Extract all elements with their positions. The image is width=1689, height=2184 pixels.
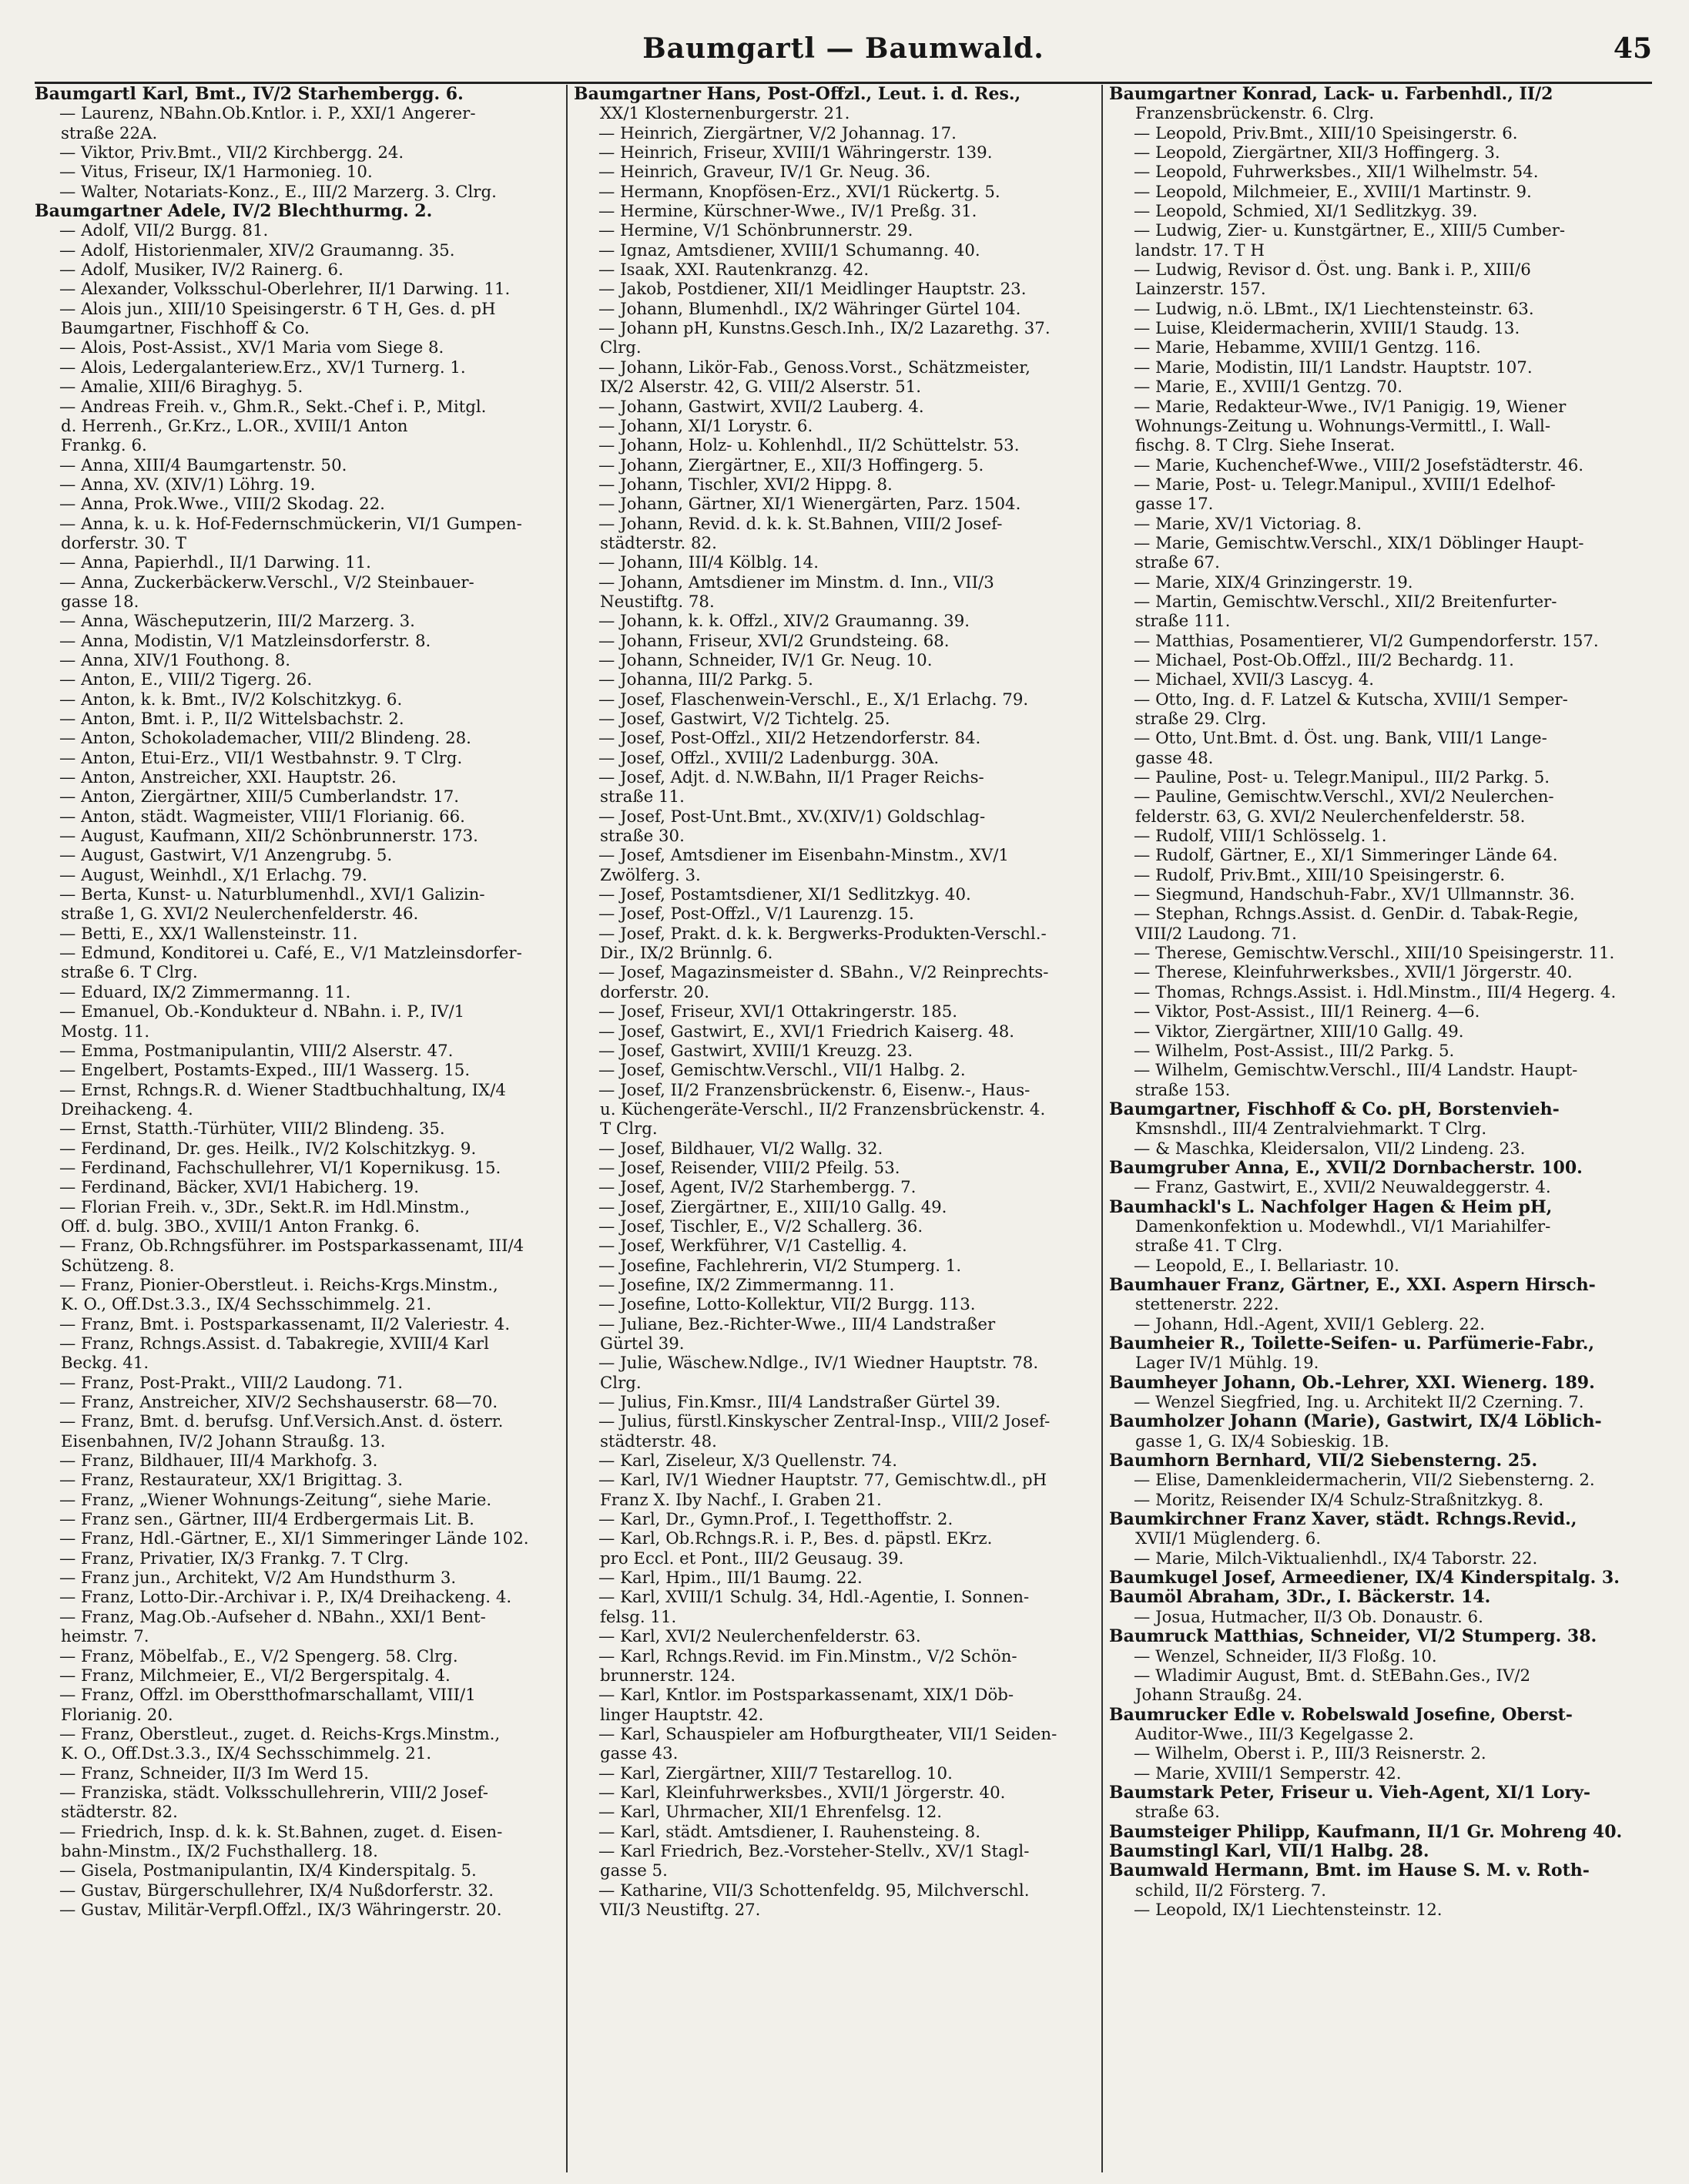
directory-entry: straße 1, G. XVI/2 Neulerchenfelderstr. 46. (61, 904, 419, 924)
surname-entry: Baumöl Abraham, 3Dr., I. Bäckerstr. 14. (1109, 1588, 1491, 1608)
directory-entry: — Otto, Unt.Bmt. d. Öst. ung. Bank, VIII/1 Lange- (1134, 729, 1547, 749)
directory-entry: — Franz, Mag.Ob.-Aufseher d. NBahn., XXI/1 Bent- (59, 1607, 486, 1627)
directory-entry: — Leopold, Ziergärtner, XII/3 Hoffingerg. 3. (1134, 143, 1500, 163)
directory-entry: Clrg. (600, 338, 642, 358)
directory-entry: — Josef, Offzl., XVIII/2 Ladenburgg. 30A. (598, 748, 940, 768)
directory-entry: — Anna, XIV/1 Fouthong. 8. (59, 650, 291, 670)
column-1 (35, 85, 574, 2172)
directory-entry: — Johann, Tischler, XVI/2 Hippg. 8. (598, 475, 893, 495)
directory-entry: — Josef, Post-Unt.Bmt., XV.(XIV/1) Goldschlag- (598, 807, 986, 827)
directory-entry: — Therese, Gemischtw.Verschl., XIII/10 Speisingerstr. 11. (1134, 944, 1615, 964)
directory-entry: — Rudolf, Gärtner, E., XI/1 Simmeringer Lände 64. (1134, 846, 1558, 866)
directory-entry: — Isaak, XXI. Rautenkranzg. 42. (598, 260, 870, 280)
directory-entry: — Ludwig, Revisor d. Öst. ung. Bank i. P., XIII/6 (1134, 260, 1531, 280)
directory-entry: Dreihackeng. 4. (61, 1099, 193, 1119)
directory-entry: — Anna, XV. (XIV/1) Löhrg. 19. (59, 475, 316, 495)
directory-entry: straße 6. T Clrg. (61, 963, 198, 983)
directory-entry: Beckg. 41. (61, 1354, 149, 1374)
directory-entry: — August, Gastwirt, V/1 Anzengrubg. 5. (59, 846, 393, 866)
directory-entry: — Josefine, IX/2 Zimmermanng. 11. (598, 1275, 895, 1295)
surname-entry: Baumholzer Johann (Marie), Gastwirt, IX/4 Löblich- (1109, 1412, 1602, 1432)
directory-entry: — Josef, Gemischtw.Verschl., VII/1 Halbg. 2. (598, 1061, 966, 1081)
directory-entry: VII/3 Neustiftg. 27. (600, 1900, 761, 1920)
directory-entry: straße 41. T Clrg. (1135, 1236, 1283, 1256)
directory-entry: — Engelbert, Postamts-Exped., III/1 Wasserg. 15. (59, 1061, 471, 1081)
directory-entry: — Pauline, Gemischtw.Verschl., XVI/2 Neulerchen- (1134, 787, 1554, 807)
directory-entry: — Franz, Privatier, IX/3 Frankg. 7. T Clrg. (59, 1548, 409, 1568)
directory-entry: — Eduard, IX/2 Zimmermanng. 11. (59, 982, 351, 1002)
column-3 (1101, 85, 1656, 2172)
directory-entry: — Gustav, Militär-Verpfl.Offzl., IX/3 Währingerstr. 20. (59, 1900, 502, 1920)
directory-entry: linger Hauptstr. 42. (600, 1705, 764, 1725)
directory-entry: — Karl, Schauspieler am Hofburgtheater, VII/1 Seiden- (598, 1724, 1057, 1744)
directory-entry: — Franz, Möbelfab., E., V/2 Spengerg. 58. Clrg. (59, 1646, 458, 1666)
column-2 (566, 85, 1105, 2172)
surname-entry: Baumkugel Josef, Armeediener, IX/4 Kinderspitalg. 3. (1109, 1568, 1620, 1589)
directory-entry: Franz X. Iby Nachf., I. Graben 21. (600, 1490, 882, 1510)
directory-entry: — Marie, E., XVIII/1 Gentzg. 70. (1134, 377, 1402, 398)
directory-entry: — Karl, Hpim., III/1 Baumg. 22. (598, 1568, 863, 1589)
surname-entry: Baumrucker Edle v. Robelswald Josefine, Oberst- (1109, 1705, 1573, 1725)
directory-entry: — Thomas, Rchngs.Assist. i. Hdl.Minstm., III/4 Hegerg. 4. (1134, 982, 1617, 1002)
directory-entry: Zwölferg. 3. (600, 865, 701, 885)
directory-entry: — Heinrich, Ziergärtner, V/2 Johannag. 17. (598, 123, 957, 143)
directory-entry: — Berta, Kunst- u. Naturblumenhdl., XVI/1 Galizin- (59, 885, 485, 905)
directory-entry: — Amalie, XIII/6 Biraghyg. 5. (59, 377, 303, 398)
directory-entry: — Anton, k. k. Bmt., IV/2 Kolschitzkyg. 6. (59, 689, 403, 710)
directory-entry: — Wilhelm, Gemischtw.Verschl., III/4 Landstr. Haupt- (1134, 1061, 1578, 1081)
directory-entry: — & Maschka, Kleidersalon, VII/2 Lindeng. 23. (1134, 1139, 1526, 1159)
directory-entry: — Anna, Zuckerbäckerw.Verschl., V/2 Steinbauer- (59, 572, 474, 592)
directory-entry: städterstr. 82. (600, 533, 717, 553)
directory-entry: — Johann, Likör-Fab., Genoss.Vorst., Schätzmeister, (598, 357, 1030, 377)
directory-entry: — Walter, Notariats-Konz., E., III/2 Marzerg. 3. Clrg. (59, 182, 497, 202)
directory-entry: — Viktor, Post-Assist., III/1 Reinerg. 4—6. (1134, 1002, 1480, 1022)
directory-entry: Mostg. 11. (61, 1022, 150, 1042)
directory-entry: — Betti, E., XX/1 Wallensteinstr. 11. (59, 924, 358, 944)
directory-entry: — Johann, XI/1 Lorystr. 6. (598, 416, 813, 436)
directory-entry: — Ludwig, n.ö. LBmt., IX/1 Liechtensteinstr. 63. (1134, 299, 1534, 319)
directory-entry: — Josef, Gastwirt, V/2 Tichtelg. 25. (598, 710, 890, 729)
directory-entry: — Franz, Anstreicher, XIV/2 Sechshauserstr. 68—70. (59, 1393, 498, 1413)
directory-entry: gasse 17. (1135, 495, 1214, 515)
directory-entry: — Wilhelm, Post-Assist., III/2 Parkg. 5. (1134, 1041, 1455, 1061)
surname-entry: Baumhauer Franz, Gärtner, E., XXI. Aspern Hirsch- (1109, 1275, 1596, 1295)
directory-entry: — Anna, Papierhdl., II/1 Darwing. 11. (59, 553, 371, 573)
surname-entry: Baumhackl's L. Nachfolger Hagen & Heim pH, (1109, 1197, 1553, 1217)
directory-entry: — Karl, Kntlor. im Postsparkassenamt, XIX/1 Döb- (598, 1686, 1014, 1706)
directory-entry: — Josef, Reisender, VIII/2 Pfeilg. 53. (598, 1158, 900, 1178)
directory-entry: — Anton, Anstreicher, XXI. Hauptstr. 26. (59, 768, 397, 788)
directory-entry: — Josef, Prakt. d. k. k. Bergwerks-Produkten-Verschl.- (598, 924, 1047, 944)
directory-entry: — Moritz, Reisender IX/4 Schulz-Straßnitzkyg. 8. (1134, 1490, 1544, 1510)
directory-entry: — Johann, Blumenhdl., IX/2 Währinger Gürtel 104. (598, 299, 1021, 319)
surname-entry: Baumgartner Adele, IV/2 Blechthurmg. 2. (35, 202, 433, 222)
directory-entry: städterstr. 48. (600, 1431, 717, 1451)
directory-entry: — Michael, XVII/3 Lascyg. 4. (1134, 670, 1375, 690)
directory-entry: — Marie, Gemischtw.Verschl., XIX/1 Döblinger Haupt- (1134, 533, 1584, 553)
directory-entry: Neustiftg. 78. (600, 592, 715, 612)
directory-entry: gasse 43. (600, 1744, 679, 1764)
directory-entry: gasse 18. (61, 592, 139, 612)
directory-entry: — Josef, Agent, IV/2 Starhembergg. 7. (598, 1178, 917, 1198)
directory-entry: — Florian Freih. v., 3Dr., Sekt.R. im Hdl.Minstm., (59, 1197, 470, 1217)
directory-entry: brunnerstr. 124. (600, 1666, 736, 1686)
directory-entry: — Josef, Flaschenwein-Verschl., E., X/1 Erlachg. 79. (598, 689, 1029, 710)
directory-entry: T Clrg. (600, 1119, 658, 1139)
directory-entry: — Ernst, Statth.-Türhüter, VIII/2 Blindeng. 35. (59, 1119, 445, 1139)
directory-entry: — Johann, Gastwirt, XVII/2 Lauberg. 4. (598, 397, 924, 417)
directory-entry: — Anna, k. u. k. Hof-Federnschmückerin, VI/1 Gumpen- (59, 514, 522, 534)
directory-entry: — August, Kaufmann, XII/2 Schönbrunnerstr. 173. (59, 827, 478, 847)
directory-entry: — Adolf, Musiker, IV/2 Rainerg. 6. (59, 260, 343, 280)
directory-entry: — Anton, Bmt. i. P., II/2 Wittelsbachstr. 2. (59, 710, 404, 729)
directory-entry: — Edmund, Konditorei u. Café, E., V/1 Matzleinsdorfer- (59, 944, 522, 964)
directory-entry: — Hermann, Knopfösen-Erz., XVI/1 Rückertg. 5. (598, 182, 1000, 202)
directory-entry: Frankg. 6. (61, 436, 147, 456)
directory-entry: — Franz, Hdl.-Gärtner, E., XI/1 Simmeringer Lände 102. (59, 1529, 529, 1549)
directory-entry: — Wladimir August, Bmt. d. StEBahn.Ges., IV/2 (1134, 1666, 1531, 1686)
directory-entry: — Josef, Gastwirt, XVIII/1 Kreuzg. 23. (598, 1041, 913, 1061)
directory-entry: — Marie, Post- u. Telegr.Manipul., XVIII/1 Edelhof- (1134, 475, 1556, 495)
directory-entry: — Alexander, Volksschul-Oberlehrer, II/1 Darwing. 11. (59, 280, 511, 300)
directory-entry: — Wenzel Siegfried, Ing. u. Architekt II/2 Czerning. 7. (1134, 1393, 1584, 1413)
directory-entry: — Johann, Schneider, IV/1 Gr. Neug. 10. (598, 650, 933, 670)
directory-entry: XX/1 Klosternenburgerstr. 21. (600, 104, 850, 124)
surname-entry: Baumheier R., Toilette-Seifen- u. Parfümerie-Fabr., (1109, 1334, 1595, 1354)
directory-entry: schild, II/2 Försterg. 7. (1135, 1880, 1327, 1901)
directory-entry: — Josef, Post-Offzl., XII/2 Hetzendorferstr. 84. (598, 729, 981, 749)
surname-entry: Baumheyer Johann, Ob.-Lehrer, XXI. Wienerg. 189. (1109, 1373, 1595, 1393)
directory-entry: — Otto, Ing. d. F. Latzel & Kutscha, XVIII/1 Semper- (1134, 689, 1568, 710)
directory-entry: — Franz, Ob.Rchngsführer. im Postsparkassenamt, III/4 (59, 1236, 524, 1256)
directory-entry: — Vitus, Friseur, IX/1 Harmonieg. 10. (59, 163, 373, 183)
directory-entry: — Rudolf, Priv.Bmt., XIII/10 Speisingerstr. 6. (1134, 865, 1506, 885)
directory-entry: — Ferdinand, Dr. ges. Heilk., IV/2 Kolschitzkyg. 9. (59, 1139, 477, 1159)
directory-entry: — Franz, Bmt. d. berufsg. Unf.Versich.Anst. d. österr. (59, 1412, 504, 1432)
directory-entry: — Alois, Post-Assist., XV/1 Maria vom Siege 8. (59, 338, 444, 358)
directory-entry: — Elise, Damenkleidermacherin, VII/2 Siebensterng. 2. (1134, 1471, 1595, 1491)
directory-entry: — Hermine, Kürschner-Wwe., IV/1 Preßg. 31. (598, 202, 977, 222)
directory-entry: — Anton, Ziergärtner, XIII/5 Cumberlandstr. 17. (59, 787, 460, 807)
directory-entry: — Josef, Amtsdiener im Eisenbahn-Minstm., XV/1 (598, 846, 1009, 866)
directory-entry: Gürtel 39. (600, 1334, 685, 1354)
directory-entry: — Adolf, VII/2 Burgg. 81. (59, 221, 269, 241)
directory-entry: felderstr. 63, G. XVI/2 Neulerchenfelderstr. 58. (1135, 807, 1526, 827)
directory-entry: — Heinrich, Friseur, XVIII/1 Währingerstr. 139. (598, 143, 993, 163)
directory-entry: — Gustav, Bürgerschullehrer, IX/4 Nußdorferstr. 32. (59, 1880, 494, 1901)
directory-entry: felsg. 11. (600, 1607, 677, 1627)
directory-entry: städterstr. 82. (61, 1803, 178, 1823)
directory-entry: Eisenbahnen, IV/2 Johann Straußg. 13. (61, 1431, 386, 1451)
directory-entry: — Ludwig, Zier- u. Kunstgärtner, E., XIII/5 Cumber- (1134, 221, 1566, 241)
directory-entry: d. Herrenh., Gr.Krz., L.OR., XVIII/1 Anton (61, 416, 408, 436)
directory-entry: — August, Weinhdl., X/1 Erlachg. 79. (59, 865, 367, 885)
directory-entry: — Johann, Amtsdiener im Minstm. d. Inn., VII/3 (598, 572, 994, 592)
directory-entry: — Anna, XIII/4 Baumgartenstr. 50. (59, 455, 347, 475)
directory-entry: — Marie, Modistin, III/1 Landstr. Hauptstr. 107. (1134, 357, 1533, 377)
directory-entry: Damenkonfektion u. Modewhdl., VI/1 Mariahilfer- (1135, 1216, 1551, 1236)
directory-entry: pro Eccl. et Pont., III/2 Geusaug. 39. (600, 1548, 904, 1568)
directory-entry: — Johann, Holz- u. Kohlenhdl., II/2 Schüttelstr. 53. (598, 436, 1020, 456)
directory-entry: — Martin, Gemischtw.Verschl., XII/2 Breitenfurter- (1134, 592, 1557, 612)
directory-entry: — Johann, k. k. Offzl., XIV/2 Graumanng. 39. (598, 612, 970, 632)
surname-entry: Baumwald Hermann, Bmt. im Hause S. M. v. Roth- (1109, 1861, 1590, 1881)
surname-entry: Baumgartner Konrad, Lack- u. Farbenhdl., II/2 (1109, 85, 1553, 104)
directory-entry: IX/2 Alserstr. 42, G. VIII/2 Alserstr. 51. (600, 377, 922, 398)
directory-entry: — Karl, Ziergärtner, XIII/7 Testarellog. 10. (598, 1763, 953, 1783)
directory-entry: — Josef, Gastwirt, E., XVI/1 Friedrich Kaiserg. 48. (598, 1022, 1015, 1042)
surname-entry: Baumgartner Hans, Post-Offzl., Leut. i. d. Res., (574, 85, 1021, 104)
directory-entry: — Leopold, Priv.Bmt., XIII/10 Speisingerstr. 6. (1134, 123, 1518, 143)
directory-entry: — Johanna, III/2 Parkg. 5. (598, 670, 813, 690)
directory-entry: — Josef, Adjt. d. N.W.Bahn, II/1 Prager Reichs- (598, 768, 984, 788)
directory-entry: straße 67. (1135, 553, 1220, 573)
directory-entry: — Ferdinand, Bäcker, XVI/1 Habicherg. 19. (59, 1178, 420, 1198)
directory-entry: — Franziska, städt. Volksschullehrerin, VIII/2 Josef- (59, 1783, 488, 1803)
directory-entry: gasse 48. (1135, 748, 1214, 768)
directory-entry: — Julius, fürstl.Kinskyscher Zentral-Insp., VIII/2 Josef- (598, 1412, 1051, 1432)
directory-entry: — Franz, Gastwirt, E., XVII/2 Neuwaldeggerstr. 4. (1134, 1178, 1551, 1198)
directory-entry: — Leopold, Fuhrwerksbes., XII/1 Wilhelmstr. 54. (1134, 163, 1539, 183)
directory-entry: — Wenzel, Schneider, II/3 Floßg. 10. (1134, 1646, 1437, 1666)
header-rule (35, 82, 1652, 84)
directory-entry: — Karl, XVIII/1 Schulg. 34, Hdl.-Agentie, I. Sonnen- (598, 1588, 1030, 1608)
directory-entry: — Gisela, Postmanipulantin, IX/4 Kinderspitalg. 5. (59, 1861, 477, 1881)
directory-entry: — Franz, Lotto-Dir.-Archivar i. P., IX/4 Dreihackeng. 4. (59, 1588, 512, 1608)
directory-entry: — Juliane, Bez.-Richter-Wwe., III/4 Landstraßer (598, 1314, 996, 1334)
directory-entry: — Franz, Bildhauer, III/4 Markhofg. 3. (59, 1451, 378, 1471)
directory-entry: — Karl, Rchngs.Revid. im Fin.Minstm., V/2 Schön- (598, 1646, 1017, 1666)
directory-entry: — Marie, Kuchenchef-Wwe., VIII/2 Josefstädterstr. 46. (1134, 455, 1584, 475)
surname-entry: Baumruck Matthias, Schneider, VI/2 Stumperg. 38. (1109, 1627, 1597, 1647)
directory-entry: — Franz, Milchmeier, E., VI/2 Bergerspitalg. 4. (59, 1666, 451, 1686)
surname-entry: Baumhorn Bernhard, VII/2 Siebensterng. 25. (1109, 1451, 1538, 1471)
directory-entry: fischg. 8. T Clrg. Siehe Inserat. (1135, 436, 1396, 456)
directory-entry: — Marie, XVIII/1 Semperstr. 42. (1134, 1763, 1402, 1783)
directory-entry: — Siegmund, Handschuh-Fabr., XV/1 Ullmannstr. 36. (1134, 885, 1575, 905)
directory-entry: — Josef, Friseur, XVI/1 Ottakringerstr. 185. (598, 1002, 958, 1022)
directory-entry: — Karl, Dr., Gymn.Prof., I. Tegetthoffstr. 2. (598, 1510, 953, 1530)
directory-entry: Franzensbrückenstr. 6. Clrg. (1135, 104, 1375, 124)
directory-entry: — Emanuel, Ob.-Kondukteur d. NBahn. i. P., IV/1 (59, 1002, 465, 1022)
directory-entry: straße 29. Clrg. (1135, 710, 1267, 729)
directory-entry: — Josefine, Fachlehrerin, VI/2 Stumperg. 1. (598, 1256, 962, 1276)
directory-entry: — Franz, Bmt. i. Postsparkassenamt, II/2 Valeriestr. 4. (59, 1314, 511, 1334)
directory-entry: — Ignaz, Amtsdiener, XVIII/1 Schumanng. 40. (598, 240, 980, 260)
directory-entry: — Anton, E., VIII/2 Tigerg. 26. (59, 670, 313, 690)
directory-entry: — Franz, „Wiener Wohnungs-Zeitung“, siehe Marie. (59, 1490, 492, 1510)
directory-entry: — Franz, Pionier-Oberstleut. i. Reichs-Krgs.Minstm., (59, 1275, 498, 1295)
directory-entry: — Anna, Prok.Wwe., VIII/2 Skodag. 22. (59, 495, 385, 515)
directory-entry: — Karl Friedrich, Bez.-Vorsteher-Stellv., XV/1 Stagl- (598, 1841, 1030, 1861)
directory-entry: — Franz, Offzl. im Oberstthofmarschallamt, VIII/1 (59, 1686, 476, 1706)
directory-entry: — Anton, Schokolademacher, VIII/2 Blindeng. 28. (59, 729, 471, 749)
directory-entry: — Karl, Ziseleur, X/3 Quellenstr. 74. (598, 1451, 897, 1471)
directory-entry: — Johann pH, Kunstns.Gesch.Inh., IX/2 Lazarethg. 37. (598, 319, 1051, 339)
directory-entry: — Karl, IV/1 Wiedner Hauptstr. 77, Gemischtw.dl., pH (598, 1471, 1047, 1491)
directory-entry: — Josua, Hutmacher, II/3 Ob. Donaustr. 6. (1134, 1607, 1483, 1627)
directory-entry: — Marie, Redakteur-Wwe., IV/1 Panigig. 19, Wiener (1134, 397, 1567, 417)
directory-entry: — Marie, Milch-Viktualienhdl., IX/4 Taborstr. 22. (1134, 1548, 1538, 1568)
directory-entry: — Alois jun., XIII/10 Speisingerstr. 6 T H, Ges. d. pH (59, 299, 496, 319)
directory-entry: XVII/1 Müglenderg. 6. (1135, 1529, 1322, 1549)
directory-entry: — Luise, Kleidermacherin, XVIII/1 Staudg. 13. (1134, 319, 1520, 339)
directory-entry: stettenerstr. 222. (1135, 1295, 1279, 1315)
directory-entry: — Andreas Freih. v., Ghm.R., Sekt.-Chef i. P., Mitgl. (59, 397, 487, 417)
page-header (35, 29, 1652, 75)
directory-entry: Lainzerstr. 157. (1135, 280, 1266, 300)
directory-entry: Wohnungs-Zeitung u. Wohnungs-Vermittl., I. Wall- (1135, 416, 1551, 436)
directory-entry: — Karl, Ob.Rchngs.R. i. P., Bes. d. päpstl. EKrz. (598, 1529, 993, 1549)
directory-entry: — Johann, Hdl.-Agent, XVII/1 Geblerg. 22. (1134, 1314, 1485, 1334)
directory-entry: Lager IV/1 Mühlg. 19. (1135, 1354, 1319, 1374)
surname-entry: Baumgartl Karl, Bmt., IV/2 Starhembergg. 6. (35, 85, 464, 104)
directory-entry: — Pauline, Post- u. Telegr.Manipul., III/2 Parkg. 5. (1134, 768, 1550, 788)
directory-entry: — Emma, Postmanipulantin, VIII/2 Alserstr. 47. (59, 1041, 454, 1061)
directory-entry: Kmsnshdl., III/4 Zentralviehmarkt. T Clrg. (1135, 1119, 1487, 1139)
directory-entry: — Heinrich, Graveur, IV/1 Gr. Neug. 36. (598, 163, 931, 183)
surname-entry: Baumgartner, Fischhoff & Co. pH, Borstenvieh- (1109, 1099, 1560, 1119)
directory-entry: — Katharine, VII/3 Schottenfeldg. 95, Milchverschl. (598, 1880, 1030, 1901)
running-head: Baumgartl — Baumwald. (642, 32, 1044, 65)
directory-entry: Johann Straußg. 24. (1135, 1686, 1302, 1706)
directory-entry: K. O., Off.Dst.3.3., IX/4 Sechsschimmelg. 21. (61, 1295, 432, 1315)
directory-entry: — Josef, Ziergärtner, E., XIII/10 Gallg. 49. (598, 1197, 947, 1217)
surname-entry: Baumkirchner Franz Xaver, städt. Rchngs.Revid., (1109, 1510, 1577, 1530)
directory-entry: gasse 1, G. IX/4 Sobieskig. 1B. (1135, 1431, 1389, 1451)
directory-entry: — Stephan, Rchngs.Assist. d. GenDir. d. Tabak-Regie, (1134, 904, 1579, 924)
directory-entry: — Leopold, Schmied, XI/1 Sedlitzkyg. 39. (1134, 202, 1478, 222)
directory-entry: Dir., IX/2 Brünnlg. 6. (600, 944, 773, 964)
directory-entry: Schützeng. 8. (61, 1256, 175, 1276)
directory-entry: Florianig. 20. (61, 1705, 173, 1725)
directory-entry: — Karl, städt. Amtsdiener, I. Rauhensteing. 8. (598, 1822, 980, 1842)
directory-entry: — Leopold, IX/1 Liechtensteinstr. 12. (1134, 1900, 1443, 1920)
directory-entry: — Wilhelm, Oberst i. P., III/3 Reisnerstr. 2. (1134, 1744, 1486, 1764)
directory-entry: — Josef, Werkführer, V/1 Castellig. 4. (598, 1236, 907, 1256)
directory-entry: — Jakob, Postdiener, XII/1 Meidlinger Hauptstr. 23. (598, 280, 1027, 300)
directory-entry: — Josef, Post-Offzl., V/1 Laurenzg. 15. (598, 904, 914, 924)
directory-entry: Baumgartner, Fischhoff & Co. (61, 319, 310, 339)
directory-entry: dorferstr. 30. T (61, 533, 187, 553)
directory-entry: — Ernst, Rchngs.R. d. Wiener Stadtbuchhaltung, IX/4 (59, 1080, 506, 1100)
directory-entry: K. O., Off.Dst.3.3., IX/4 Sechsschimmelg. 21. (61, 1744, 432, 1764)
directory-entry: — Johann, Revid. d. k. k. St.Bahnen, VIII/2 Josef- (598, 514, 1003, 534)
directory-entry: bahn-Minstm., IX/2 Fuchsthallerg. 18. (61, 1841, 378, 1861)
directory-entry: — Leopold, Milchmeier, E., XVIII/1 Martinstr. 9. (1134, 182, 1532, 202)
directory-entry: — Franz, Post-Prakt., VIII/2 Laudong. 71. (59, 1373, 404, 1393)
directory-entry: straße 11. (600, 787, 685, 807)
directory-entry: — Laurenz, NBahn.Ob.Kntlor. i. P., XXI/1 Angerer- (59, 104, 476, 124)
directory-entry: — Anna, Wäscheputzerin, III/2 Marzerg. 3. (59, 612, 415, 632)
directory-entry: u. Küchengeräte-Verschl., II/2 Franzensbrückenstr. 4. (600, 1099, 1046, 1119)
directory-entry: — Josef, Bildhauer, VI/2 Wallg. 32. (598, 1139, 883, 1159)
page-number: 45 (1613, 32, 1652, 65)
directory-entry: straße 153. (1135, 1080, 1231, 1100)
surname-entry: Baumstingl Karl, VII/1 Halbg. 28. (1109, 1841, 1429, 1861)
directory-entry: — Franz, Restaurateur, XX/1 Brigittag. 3. (59, 1471, 404, 1491)
directory-entry: — Hermine, V/1 Schönbrunnerstr. 29. (598, 221, 913, 241)
directory-entry: — Friedrich, Insp. d. k. k. St.Bahnen, zuget. d. Eisen- (59, 1822, 503, 1842)
directory-entry: gasse 5. (600, 1861, 668, 1881)
directory-entry: — Viktor, Ziergärtner, XIII/10 Gallg. 49. (1134, 1022, 1464, 1042)
directory-entry: — Michael, Post-Ob.Offzl., III/2 Bechardg. 11. (1134, 650, 1514, 670)
directory-entry: — Franz, Rchngs.Assist. d. Tabakregie, XVIII/4 Karl (59, 1334, 489, 1354)
directory-entry: — Matthias, Posamentierer, VI/2 Gumpendorferstr. 157. (1134, 631, 1599, 651)
directory-entry: straße 111. (1135, 612, 1231, 632)
directory-entry: dorferstr. 20. (600, 982, 710, 1002)
directory-entry: — Adolf, Historienmaler, XIV/2 Graumanng. 35. (59, 240, 455, 260)
directory-entry: — Josef, Tischler, E., V/2 Schallerg. 36. (598, 1216, 923, 1236)
directory-entry: — Johann, III/4 Kölblg. 14. (598, 553, 819, 573)
directory-entry: — Alois, Ledergalanteriew.Erz., XV/1 Turnerg. 1. (59, 357, 466, 377)
directory-entry: — Marie, XIX/4 Grinzingerstr. 19. (1134, 572, 1413, 592)
directory-entry: — Karl, Uhrmacher, XII/1 Ehrenfelsg. 12. (598, 1803, 943, 1823)
surname-entry: Baumsteiger Philipp, Kaufmann, II/1 Gr. Mohreng 40. (1109, 1822, 1623, 1842)
directory-entry: — Franz, Schneider, II/3 Im Werd 15. (59, 1763, 370, 1783)
directory-entry: — Johann, Gärtner, XI/1 Wienergärten, Parz. 1504. (598, 495, 1021, 515)
directory-entry: — Josef, Postamtsdiener, XI/1 Sedlitzkyg. 40. (598, 885, 971, 905)
directory-entry: — Johann, Friseur, XVI/2 Grundsteing. 68. (598, 631, 950, 651)
directory-entry: straße 63. (1135, 1803, 1220, 1823)
directory-entry: — Anton, Etui-Erz., VII/1 Westbahnstr. 9. T Clrg. (59, 748, 463, 768)
surname-entry: Baumgruber Anna, E., XVII/2 Dornbacherstr. 100. (1109, 1158, 1583, 1178)
directory-entry: heimstr. 7. (61, 1627, 149, 1647)
directory-entry: — Karl, Kleinfuhrwerksbes., XVII/1 Jörgerstr. 40. (598, 1783, 1006, 1803)
directory-entry: — Anton, städt. Wagmeister, VIII/1 Florianig. 66. (59, 807, 465, 827)
directory-entry: — Franz jun., Architekt, V/2 Am Hundsthurm 3. (59, 1568, 457, 1589)
directory-entry: — Karl, XVI/2 Neulerchenfelderstr. 63. (598, 1627, 921, 1647)
directory-entry: — Leopold, E., I. Bellariastr. 10. (1134, 1256, 1399, 1276)
directory-entry: — Franz sen., Gärtner, III/4 Erdbergermais Lit. B. (59, 1510, 474, 1530)
directory-entry: — Johann, Ziergärtner, E., XII/3 Hoffingerg. 5. (598, 455, 984, 475)
directory-entry: — Franz, Oberstleut., zuget. d. Reichs-Krgs.Minstm., (59, 1724, 501, 1744)
directory-entry: — Julie, Wäschew.Ndlge., IV/1 Wiedner Hauptstr. 78. (598, 1354, 1039, 1374)
directory-entry: — Anna, Modistin, V/1 Matzleinsdorferstr. 8. (59, 631, 431, 651)
directory-entry: — Julius, Fin.Kmsr., III/4 Landstraßer Gürtel 39. (598, 1393, 1000, 1413)
directory-entry: landstr. 17. T H (1135, 240, 1265, 260)
directory-entry: — Josef, Magazinsmeister d. SBahn., V/2 Reinprechts- (598, 963, 1049, 983)
directory-entry: straße 30. (600, 827, 685, 847)
directory-entry: Auditor-Wwe., III/3 Kegelgasse 2. (1135, 1724, 1414, 1744)
directory-entry: — Rudolf, VIII/1 Schlösselg. 1. (1134, 827, 1387, 847)
directory-entry: — Josef, II/2 Franzensbrückenstr. 6, Eisenw.-, Haus- (598, 1080, 1030, 1100)
directory-entry: straße 22A. (61, 123, 158, 143)
directory-entry: — Marie, Hebamme, XVIII/1 Gentzg. 116. (1134, 338, 1481, 358)
directory-entry: — Ferdinand, Fachschullehrer, VI/1 Kopernikusg. 15. (59, 1158, 501, 1178)
directory-entry: VIII/2 Laudong. 71. (1135, 924, 1297, 944)
directory-entry: — Josefine, Lotto-Kollektur, VII/2 Burgg. 113. (598, 1295, 976, 1315)
directory-entry: — Viktor, Priv.Bmt., VII/2 Kirchbergg. 24. (59, 143, 404, 163)
directory-entry: — Therese, Kleinfuhrwerksbes., XVII/1 Jörgerstr. 40. (1134, 963, 1573, 983)
directory-entry: Off. d. bulg. 3BO., XVIII/1 Anton Frankg. 6. (61, 1216, 420, 1236)
surname-entry: Baumstark Peter, Friseur u. Vieh-Agent, XI/1 Lory- (1109, 1783, 1591, 1803)
directory-entry: Clrg. (600, 1373, 642, 1393)
directory-entry: — Marie, XV/1 Victoriag. 8. (1134, 514, 1362, 534)
